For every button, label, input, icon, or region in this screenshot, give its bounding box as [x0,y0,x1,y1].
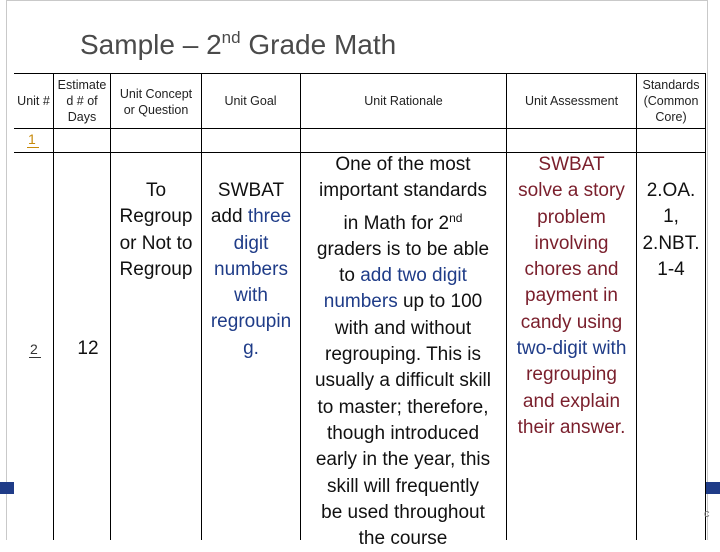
row-2-unit-rationale: One of the most important standards in Math for 2nd graders is to be able to add two digit numbers up to 100 with and without regrouping. This is usually a difficult skill to master; therefore, though introduced early in the year, this skill will frequently be used throughout the course [314,154,491,550]
row-2-standards: 2.OA. 1, 2.NBT. 1-4 [642,180,700,280]
slide-frame-right [707,0,708,540]
header-divider [14,128,706,129]
col-divider-1 [53,73,54,540]
col-divider-2 [110,73,111,540]
footer-bar-right [706,482,720,494]
row-2-unit-assessment: SWBAT solve a story problem involving chores and payment in candy using two-digit with regrouping and explain their answer. [516,154,627,438]
header-unit: Unit # [17,94,50,108]
slide-frame-left [6,0,7,540]
header-unit-goal: Unit Goal [224,94,277,108]
row-2-unit-goal: SWBAT add three digit numbers with regroupin g. [210,180,292,359]
slide-title: Sample – 2nd Grade Math [80,28,397,60]
header-unit-rationale: Unit Rationale [364,94,443,108]
slide-frame-top [6,0,708,1]
row-2-unit-underline [29,357,41,358]
row-2-unit-number: 2 [30,341,38,357]
row-2-unit-concept: To Regroup or Not to Regroup [119,180,193,280]
header-unit-concept: Unit Concept or Question [119,87,193,117]
header-standards: Standards (Common Core) [642,78,700,124]
header-estimated-days: Estimate d # of Days [57,78,107,124]
row-2-estimated-days: 12 [77,338,99,359]
row-1-unit-underline [27,147,39,148]
footer-bar-left [0,482,14,494]
col-divider-7 [705,73,706,540]
col-divider-6 [636,73,637,540]
row-1-unit-number: 1 [28,131,36,147]
corner-mark: c [704,508,710,520]
header-unit-assessment: Unit Assessment [524,94,619,108]
